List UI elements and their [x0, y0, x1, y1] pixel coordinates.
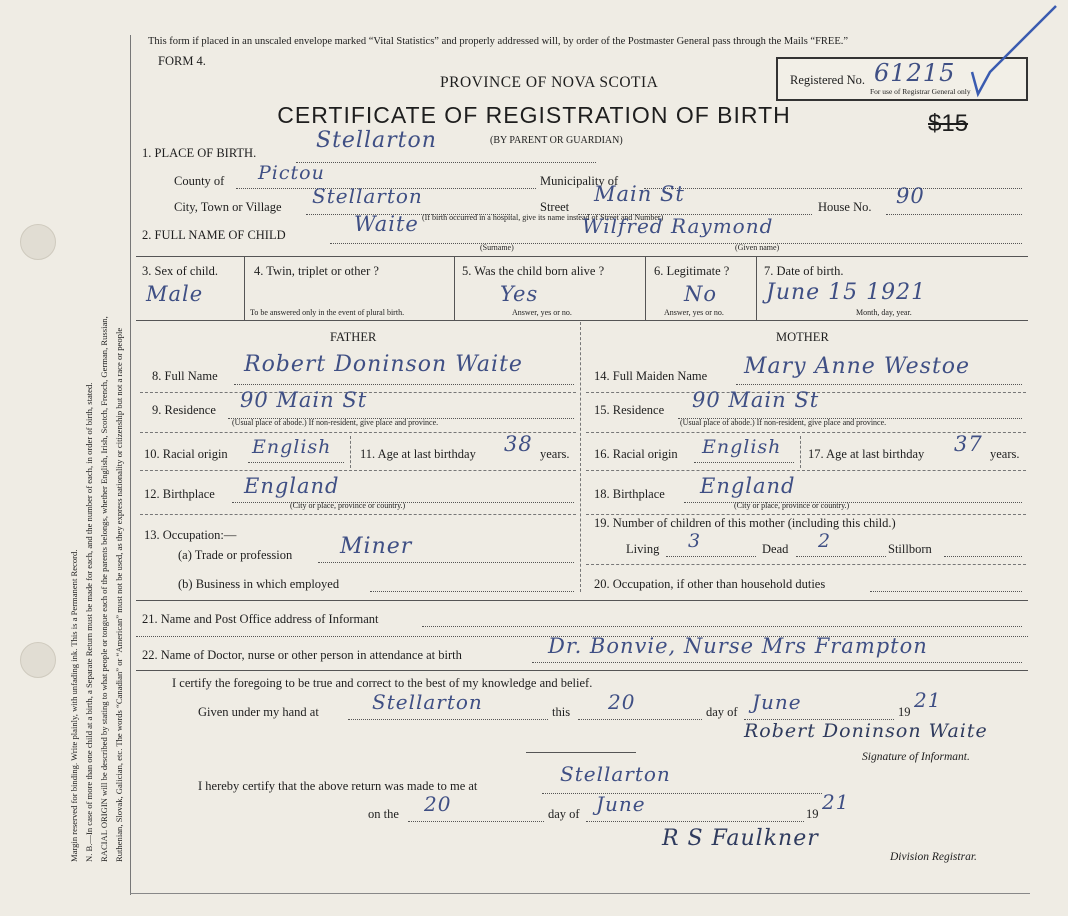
legitimate-label: 6. Legitimate ?: [654, 264, 730, 278]
mother-birthplace-value: England: [700, 474, 796, 498]
legitimate-note: Answer, yes or no.: [664, 308, 724, 317]
legitimate-value: No: [684, 282, 718, 306]
trade-value: Miner: [340, 534, 413, 559]
dob-note: Month, day, year.: [856, 308, 912, 317]
mother-age-value: 37: [954, 432, 983, 456]
full-name-label: 2. FULL NAME OF CHILD: [142, 228, 286, 242]
mother-residence-value: 90 Main St: [692, 388, 820, 412]
father-residence-note: (Usual place of abode.) If non-resident, give place and province.: [232, 418, 439, 427]
given-month-value: June: [752, 690, 802, 714]
day-of-label-2: day of: [548, 807, 580, 821]
business-label: (b) Business in which employed: [178, 577, 340, 591]
alive-label: 5. Was the child born alive ?: [462, 264, 605, 278]
place-of-birth-label: 1. PLACE OF BIRTH.: [142, 146, 257, 160]
children-label: 19. Number of children of this mother (including this child.): [594, 516, 896, 530]
day-of-label: day of: [706, 705, 738, 719]
margin-nb-note: N. B.—In case of more than one child at a birth, a Separate Return must be made for each, and the number of each, in order of birth, stated.: [84, 382, 94, 862]
living-label: Living: [626, 542, 660, 556]
child-given-name: Wilfred Raymond: [582, 214, 774, 238]
given-year-prefix: 19: [898, 705, 911, 719]
registered-note: For use of Registrar General only: [870, 87, 971, 96]
father-birthplace-value: England: [244, 474, 340, 498]
fee-mark: $15: [928, 110, 969, 137]
father-residence-value: 90 Main St: [240, 388, 368, 412]
dead-value: 2: [818, 530, 832, 552]
mother-residence-note: (Usual place of abode.) If non-resident, give place and province.: [680, 418, 887, 427]
hospital-note: (If birth occurred in a hospital, give its name instead of Street and Number): [422, 213, 664, 222]
signature-informant-label: Signature of Informant.: [862, 751, 970, 763]
father-age-unit: years.: [540, 447, 570, 461]
dob-label: 7. Date of birth.: [764, 264, 844, 278]
form-number: FORM 4.: [158, 54, 206, 68]
punch-hole: [20, 642, 56, 678]
municipality-label: Municipality of: [540, 174, 619, 188]
city-label: City, Town or Village: [174, 200, 282, 214]
page-subtitle: (BY PARENT OR GUARDIAN): [490, 135, 623, 146]
dob-value: June 15 1921: [766, 280, 927, 305]
street-value: Main St: [594, 182, 685, 206]
mother-age-label: 17. Age at last birthday: [808, 447, 925, 461]
given-day-value: 20: [608, 690, 636, 714]
returned-month-value: June: [596, 792, 646, 816]
punch-hole: [20, 224, 56, 260]
registered-number: 61215: [874, 59, 956, 87]
father-name-label: 8. Full Name: [152, 369, 218, 383]
margin-binding-note: Margin reserved for binding. Write plainly, with unfading ink. This is a Permanent Record.: [69, 549, 79, 862]
returned-at-value: Stellarton: [560, 762, 671, 786]
returned-year-value: 21: [822, 790, 850, 814]
mother-birthplace-label: 18. Birthplace: [594, 487, 665, 501]
margin-racial-note: RACIAL ORIGIN will be described by stating to what people or tongue each of the parents belongs, whether English, Irish, Scotch, French, German, Russian,: [99, 316, 109, 862]
house-no-value: 90: [896, 184, 925, 208]
division-registrar-label: Division Registrar.: [890, 851, 977, 863]
surname-note: (Surname): [480, 243, 514, 252]
mother-name-value: Mary Anne Westoe: [744, 354, 971, 379]
stillborn-label: Stillborn: [888, 542, 932, 556]
check-mark-icon: [950, 2, 1060, 102]
father-age-label: 11. Age at last birthday: [360, 447, 476, 461]
twin-label: 4. Twin, triplet or other ?: [254, 264, 379, 278]
place-of-birth-value: Stellarton: [316, 128, 437, 153]
father-racial-value: English: [252, 436, 332, 458]
informant-label: 21. Name and Post Office address of Informant: [142, 612, 379, 626]
dead-label: Dead: [762, 542, 789, 556]
father-residence-label: 9. Residence: [152, 403, 216, 417]
hereby-statement: I hereby certify that the above return was made to me at: [198, 779, 478, 793]
margin-racial-note-2: Ruthenian, Slovak, Galician, etc. The words “Canadian” or “American” must not be used, as they express nationality or citizenship but not a race or people: [114, 327, 124, 862]
alive-note: Answer, yes or no.: [512, 308, 572, 317]
father-birthplace-note: (City or place, province or country.): [290, 501, 406, 510]
father-racial-label: 10. Racial origin: [144, 447, 228, 461]
returned-day-value: 20: [424, 792, 452, 816]
certify-statement: I certify the foregoing to be true and correct to the best of my knowledge and belief.: [172, 676, 593, 690]
county-value: Pictou: [258, 162, 325, 184]
page-title: CERTIFICATE OF REGISTRATION OF BIRTH: [277, 102, 791, 128]
province-heading: PROVINCE OF NOVA SCOTIA: [440, 74, 659, 91]
father-birthplace-label: 12. Birthplace: [144, 487, 215, 501]
mother-heading: MOTHER: [776, 330, 829, 344]
sex-value: Male: [146, 282, 204, 306]
registrar-signature: R S Faulkner: [662, 826, 819, 851]
mother-age-unit: years.: [990, 447, 1020, 461]
living-value: 3: [688, 530, 702, 552]
trade-label: (a) Trade or profession: [178, 548, 293, 562]
sex-label: 3. Sex of child.: [142, 264, 219, 278]
given-name-note: (Given name): [735, 243, 780, 252]
this-label: this: [552, 705, 571, 719]
street-label: Street: [540, 200, 570, 214]
margin-line: [130, 35, 131, 895]
mother-birthplace-note: (City or place, province or country.): [734, 501, 850, 510]
mother-racial-value: English: [702, 436, 782, 458]
mother-occupation-label: 20. Occupation, if other than household duties: [594, 577, 826, 591]
house-no-label: House No.: [818, 200, 872, 214]
county-label: County of: [174, 174, 225, 188]
child-surname: Waite: [354, 212, 419, 236]
city-value: Stellarton: [312, 184, 423, 208]
registered-label: Registered No.: [790, 73, 865, 87]
alive-value: Yes: [500, 282, 539, 306]
doctor-label: 22. Name of Doctor, nurse or other person in attendance at birth: [142, 648, 462, 662]
mother-name-label: 14. Full Maiden Name: [594, 369, 708, 383]
mother-racial-label: 16. Racial origin: [594, 447, 678, 461]
on-the-label: on the: [368, 807, 399, 821]
given-at-value: Stellarton: [372, 690, 483, 714]
father-name-value: Robert Doninson Waite: [244, 352, 523, 377]
returned-year-prefix: 19: [806, 807, 819, 821]
given-year-value: 21: [914, 688, 942, 712]
father-age-value: 38: [504, 432, 533, 456]
informant-signature: Robert Doninson Waite: [744, 720, 988, 742]
mailing-notice: This form if placed in an unscaled envelope marked “Vital Statistics” and properly addressed will, by order of the Postmaster General pass through the Mails “FREE.”: [148, 36, 849, 47]
mother-residence-label: 15. Residence: [594, 403, 665, 417]
doctor-value: Dr. Bonvie, Nurse Mrs Frampton: [548, 634, 928, 658]
father-heading: FATHER: [330, 330, 377, 344]
occupation-label: 13. Occupation:—: [144, 528, 237, 542]
given-at-label: Given under my hand at: [198, 705, 319, 719]
twin-note: To be answered only in the event of plural birth.: [250, 308, 405, 317]
